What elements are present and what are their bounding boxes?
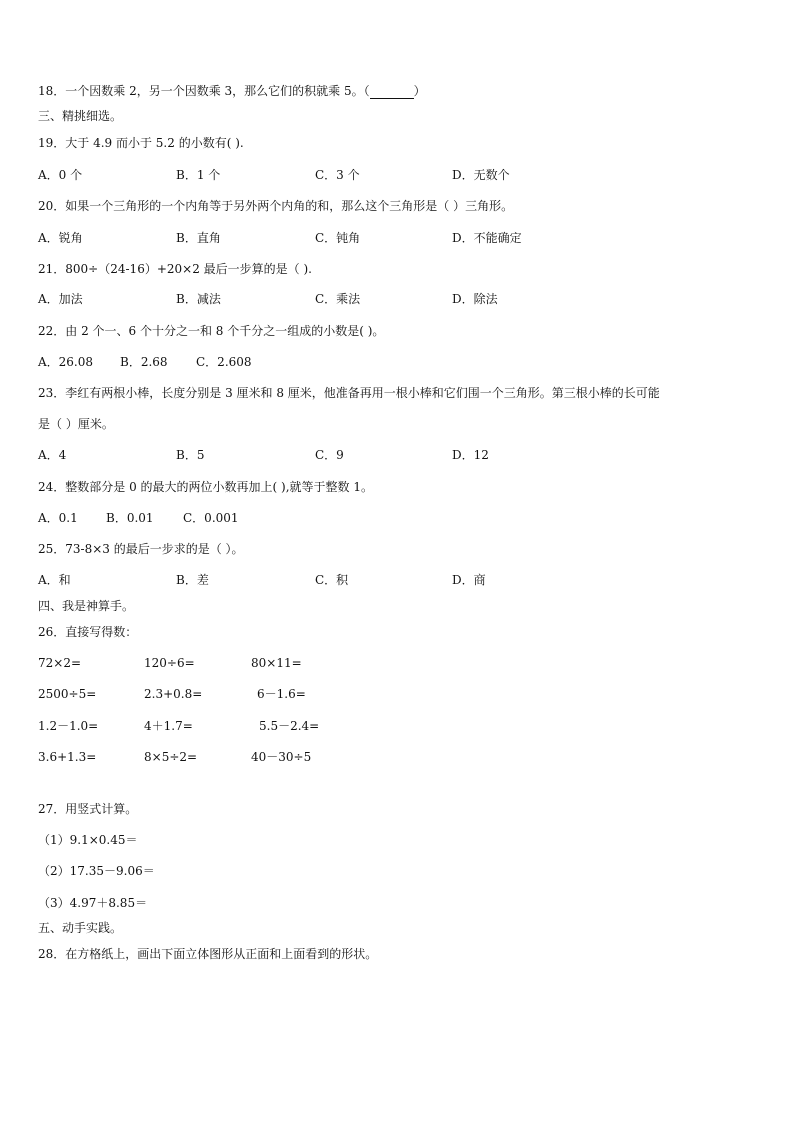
section-heading-5: 五、动手实践。 <box>38 921 123 935</box>
calc-item: 2.3+0.8= <box>144 687 203 701</box>
question-19: 19．大于 4.9 而小于 5.2 的小数有( ). <box>38 136 244 150</box>
question-27: 27．用竖式计算。 <box>38 802 138 816</box>
calc-item: 40－30÷5 <box>251 750 312 764</box>
calc-item: 72×2= <box>38 656 82 670</box>
option-c[interactable]: C．9 <box>315 448 344 462</box>
option-a[interactable]: A．26.08 <box>38 355 94 369</box>
option-a[interactable]: A．锐角 <box>38 231 83 245</box>
question-20: 20．如果一个三角形的一个内角等于另外两个内角的和，那么这个三角形是（ ）三角形。 <box>38 199 514 213</box>
option-b[interactable]: B．1 个 <box>176 168 221 182</box>
question-23-line-1: 23．李红有两根小棒，长度分别是 3 厘米和 8 厘米，他准备再用一根小棒和它们围一个三角形。第三根小棒的长可能 <box>38 386 660 400</box>
option-d[interactable]: D．除法 <box>452 292 498 306</box>
option-d[interactable]: D．无数个 <box>452 168 510 182</box>
option-c[interactable]: C．0.001 <box>183 511 239 525</box>
section-heading-4: 四、我是神算手。 <box>38 599 135 613</box>
question-18-text: 18．一个因数乘 2，另一个因数乘 3，那么它们的积就乘 5。（ <box>38 84 370 98</box>
question-25: 25．73-8×3 的最后一步求的是（ ）。 <box>38 542 244 556</box>
option-c[interactable]: C．钝角 <box>315 231 361 245</box>
calc-item: 3.6+1.3= <box>38 750 97 764</box>
option-d[interactable]: D．商 <box>452 573 486 587</box>
answer-blank[interactable] <box>370 86 414 99</box>
calc-item: 2500÷5= <box>38 687 97 701</box>
question-26: 26．直接写得数： <box>38 625 138 639</box>
calc-item: 5.5－2.4= <box>259 719 320 733</box>
calc-item: 8×5÷2= <box>144 750 198 764</box>
calc-item: 120÷6= <box>144 656 195 670</box>
option-a[interactable]: A．0.1 <box>38 511 78 525</box>
option-c[interactable]: C．乘法 <box>315 292 361 306</box>
option-d[interactable]: D．12 <box>452 448 489 462</box>
calc-item: 1.2－1.0= <box>38 719 99 733</box>
question-21: 21．800÷（24-16）+20×2 最后一步算的是（ ). <box>38 262 312 276</box>
option-a[interactable]: A．4 <box>38 448 67 462</box>
option-d[interactable]: D．不能确定 <box>452 231 522 245</box>
calc-item: 4＋1.7= <box>144 719 193 733</box>
option-a[interactable]: A．0 个 <box>38 168 83 182</box>
calc-item: 80×11= <box>251 656 302 670</box>
option-b[interactable]: B．0.01 <box>106 511 154 525</box>
option-a[interactable]: A．和 <box>38 573 71 587</box>
question-23-line-2: 是（ ）厘米。 <box>38 417 114 431</box>
vertical-calc-3: （3）4.97＋8.85＝ <box>38 896 148 910</box>
option-b[interactable]: B．差 <box>176 573 209 587</box>
question-22: 22．由 2 个一、6 个十分之一和 8 个千分之一组成的小数是( )。 <box>38 324 385 338</box>
vertical-calc-2: （2）17.35－9.06＝ <box>38 864 155 878</box>
option-c[interactable]: C．3 个 <box>315 168 360 182</box>
section-heading-3: 三、精挑细选。 <box>38 109 123 123</box>
option-b[interactable]: B．5 <box>176 448 205 462</box>
option-c[interactable]: C．积 <box>315 573 349 587</box>
question-24: 24．整数部分是 0 的最大的两位小数再加上( ),就等于整数 1。 <box>38 480 373 494</box>
question-28: 28．在方格纸上，画出下面立体图形从正面和上面看到的形状。 <box>38 947 378 961</box>
option-b[interactable]: B．直角 <box>176 231 221 245</box>
vertical-calc-1: （1）9.1×0.45＝ <box>38 833 138 847</box>
calc-item: 6－1.6= <box>257 687 306 701</box>
option-b[interactable]: B．2.68 <box>120 355 168 369</box>
question-18: 18．一个因数乘 2，另一个因数乘 3，那么它们的积就乘 5。（ ） <box>38 84 426 98</box>
option-c[interactable]: C．2.608 <box>196 355 252 369</box>
option-b[interactable]: B．减法 <box>176 292 221 306</box>
option-a[interactable]: A．加法 <box>38 292 83 306</box>
